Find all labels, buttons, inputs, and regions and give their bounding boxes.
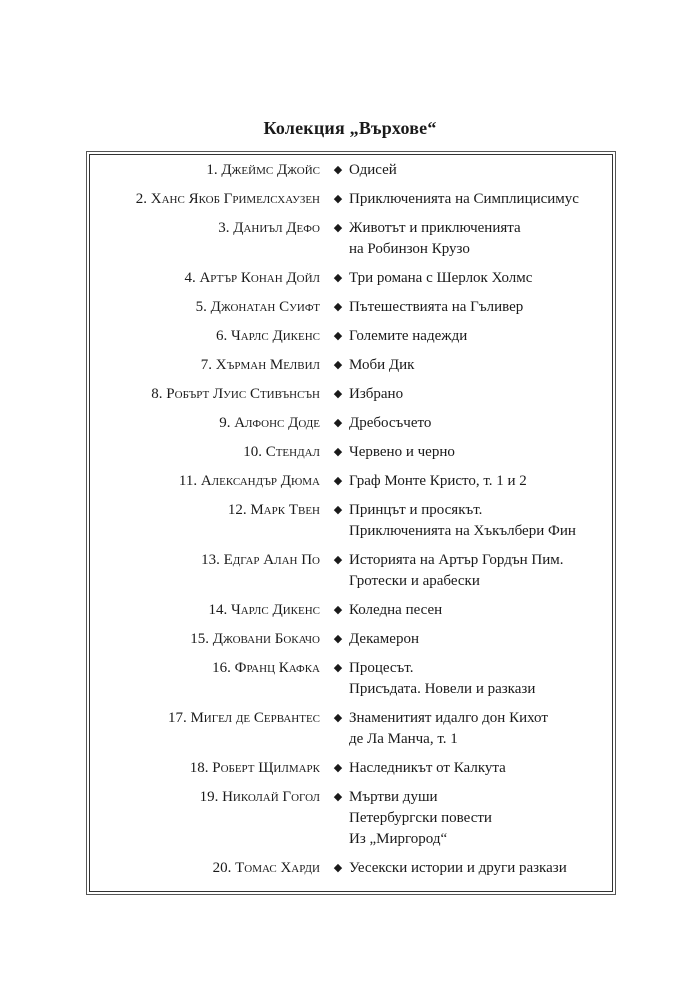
author-label: Артър Конан Дойл <box>199 270 320 286</box>
author-label: Франц Кафка <box>234 660 320 676</box>
diamond-bullet-icon: ◆ <box>333 272 343 284</box>
author-name <box>200 787 320 808</box>
book-title: Наследникът от Калкута <box>349 760 506 776</box>
book-title: Животът и приключенията <box>349 220 521 236</box>
entry-number: 9. <box>219 415 231 431</box>
diamond-bullet-icon: ◆ <box>333 417 343 429</box>
book-title: Одисей <box>349 162 397 178</box>
author-name <box>208 600 320 621</box>
diamond-bullet-icon: ◆ <box>333 330 343 342</box>
entry-number: 7. <box>200 357 212 373</box>
author-name <box>228 500 320 521</box>
diamond-bullet-icon: ◆ <box>333 604 343 616</box>
author-name <box>212 658 320 679</box>
book-title: Процесът. <box>349 660 414 676</box>
author-label: Александър Дюма <box>200 473 320 489</box>
book-title: Уесекски истории и други разкази <box>349 860 567 876</box>
author-label: Едгар Алан По <box>223 552 320 568</box>
book-title: Три романа с Шерлок Холмс <box>349 270 533 286</box>
book-titles <box>349 758 506 779</box>
book-titles <box>349 550 563 592</box>
author-name <box>213 858 320 879</box>
book-titles <box>349 471 527 492</box>
diamond-bullet-icon: ◆ <box>333 475 343 487</box>
book-title: Избрано <box>349 386 404 402</box>
author-name <box>206 160 320 181</box>
author-label: Стендал <box>265 444 320 460</box>
author-name <box>168 708 320 729</box>
author-name <box>201 355 320 376</box>
book-titles <box>349 600 442 621</box>
author-label: Марк Твен <box>250 502 320 518</box>
book-titles <box>349 500 576 542</box>
book-title: Присъдата. Новели и разкази <box>349 681 536 697</box>
diamond-bullet-icon: ◆ <box>333 633 343 645</box>
entry-number: 14. <box>208 602 228 618</box>
author-name <box>151 384 320 405</box>
author-name <box>219 413 320 434</box>
diamond-bullet-icon: ◆ <box>333 554 343 566</box>
book-titles <box>349 297 523 318</box>
book-titles <box>349 442 455 463</box>
diamond-bullet-icon: ◆ <box>333 791 343 803</box>
author-name <box>184 268 320 289</box>
diamond-bullet-icon: ◆ <box>333 446 343 458</box>
book-title: Пътешествията на Гъливер <box>349 299 524 315</box>
book-title: Приключенията на Симплицисимус <box>349 191 579 207</box>
diamond-bullet-icon: ◆ <box>333 222 343 234</box>
book-title: Гротески и арабески <box>349 573 480 589</box>
author-label: Джеймс Джойс <box>221 162 320 178</box>
page-title: Колекция „Върхове“ <box>263 118 437 138</box>
book-title: Коледна песен <box>349 602 443 618</box>
entry-number: 18. <box>189 760 209 776</box>
entry-number: 5. <box>195 299 207 315</box>
diamond-bullet-icon: ◆ <box>333 301 343 313</box>
author-name <box>218 218 320 239</box>
book-title: Петербургски повести <box>349 810 492 826</box>
author-name <box>136 189 320 210</box>
author-label: Роберт Щилмарк <box>212 760 320 776</box>
book-titles <box>349 189 579 210</box>
book-title: Из „Миргород“ <box>349 831 448 847</box>
author-label: Хърман Мелвил <box>215 357 320 373</box>
book-title: де Ла Манча, т. 1 <box>349 731 458 747</box>
book-title: Принцът и просякът. <box>349 502 483 518</box>
diamond-bullet-icon: ◆ <box>333 862 343 874</box>
author-label: Томас Харди <box>235 860 320 876</box>
entry-number: 2. <box>135 191 148 207</box>
entry-number: 11. <box>178 473 198 489</box>
book-titles <box>349 268 532 289</box>
entry-number: 20. <box>212 860 232 876</box>
book-titles <box>349 413 431 434</box>
book-title: Големите надежди <box>349 328 468 344</box>
book-title: Приключенията на Хъкълбери Фин <box>349 523 576 539</box>
diamond-bullet-icon: ◆ <box>333 359 343 371</box>
author-label: Ханс Якоб Гримелсхаузен <box>150 191 320 207</box>
author-label: Николай Гогол <box>222 789 320 805</box>
author-label: Джонатан Суифт <box>210 299 320 315</box>
entry-number: 13. <box>201 552 220 568</box>
author-name <box>190 758 320 779</box>
author-name <box>243 442 320 463</box>
book-title: Знаменитият идалго дон Кихот <box>349 710 548 726</box>
diamond-bullet-icon: ◆ <box>333 164 343 176</box>
book-title: Граф Монте Кристо, т. 1 и 2 <box>349 473 527 489</box>
entry-number: 4. <box>184 270 196 286</box>
book-title: Червено и черно <box>349 444 455 460</box>
entry-number: 3. <box>218 220 230 236</box>
book-titles <box>349 218 521 260</box>
book-title: Декамерон <box>349 631 419 647</box>
diamond-bullet-icon: ◆ <box>333 662 343 674</box>
diamond-bullet-icon: ◆ <box>333 762 343 774</box>
diamond-bullet-icon: ◆ <box>333 504 343 516</box>
book-title: Моби Дик <box>349 357 415 373</box>
author-label: Чарлс Дикенс <box>230 602 320 618</box>
book-titles <box>349 708 548 750</box>
book-title: на Робинзон Крузо <box>349 241 470 257</box>
author-label: Джовани Бокачо <box>212 631 320 647</box>
book-title: Мъртви души <box>349 789 438 805</box>
author-label: Даниъл Дефо <box>233 220 320 236</box>
entry-number: 6. <box>215 328 228 344</box>
book-titles <box>349 160 397 181</box>
book-titles <box>349 629 419 650</box>
diamond-bullet-icon: ◆ <box>333 388 343 400</box>
entry-number: 17. <box>167 710 187 726</box>
author-name <box>196 297 320 318</box>
entry-number: 12. <box>227 502 247 518</box>
author-label: Робърт Луис Стивънсън <box>166 386 320 402</box>
entry-number: 8. <box>151 386 163 402</box>
author-name <box>179 471 320 492</box>
book-titles <box>349 787 492 850</box>
book-titles <box>349 355 414 376</box>
entry-number: 16. <box>212 660 231 676</box>
book-titles <box>349 384 403 405</box>
entry-number: 10. <box>243 444 262 460</box>
book-titles <box>349 658 535 700</box>
author-label: Чарлс Дикенс <box>230 328 320 344</box>
author-name <box>201 550 320 571</box>
author-name <box>216 326 320 347</box>
book-titles <box>349 858 567 879</box>
author-name <box>190 629 320 650</box>
entry-number: 1. <box>206 162 218 178</box>
book-titles <box>349 326 467 347</box>
diamond-bullet-icon: ◆ <box>333 193 343 205</box>
entry-number: 19. <box>199 789 219 805</box>
diamond-bullet-icon: ◆ <box>333 712 343 724</box>
book-title: Историята на Артър Гордън Пим. <box>349 552 564 568</box>
book-title: Дребосъчето <box>349 415 432 431</box>
author-label: Мигел де Сервантес <box>190 710 320 726</box>
entry-number: 15. <box>190 631 209 647</box>
author-label: Алфонс Доде <box>234 415 320 431</box>
